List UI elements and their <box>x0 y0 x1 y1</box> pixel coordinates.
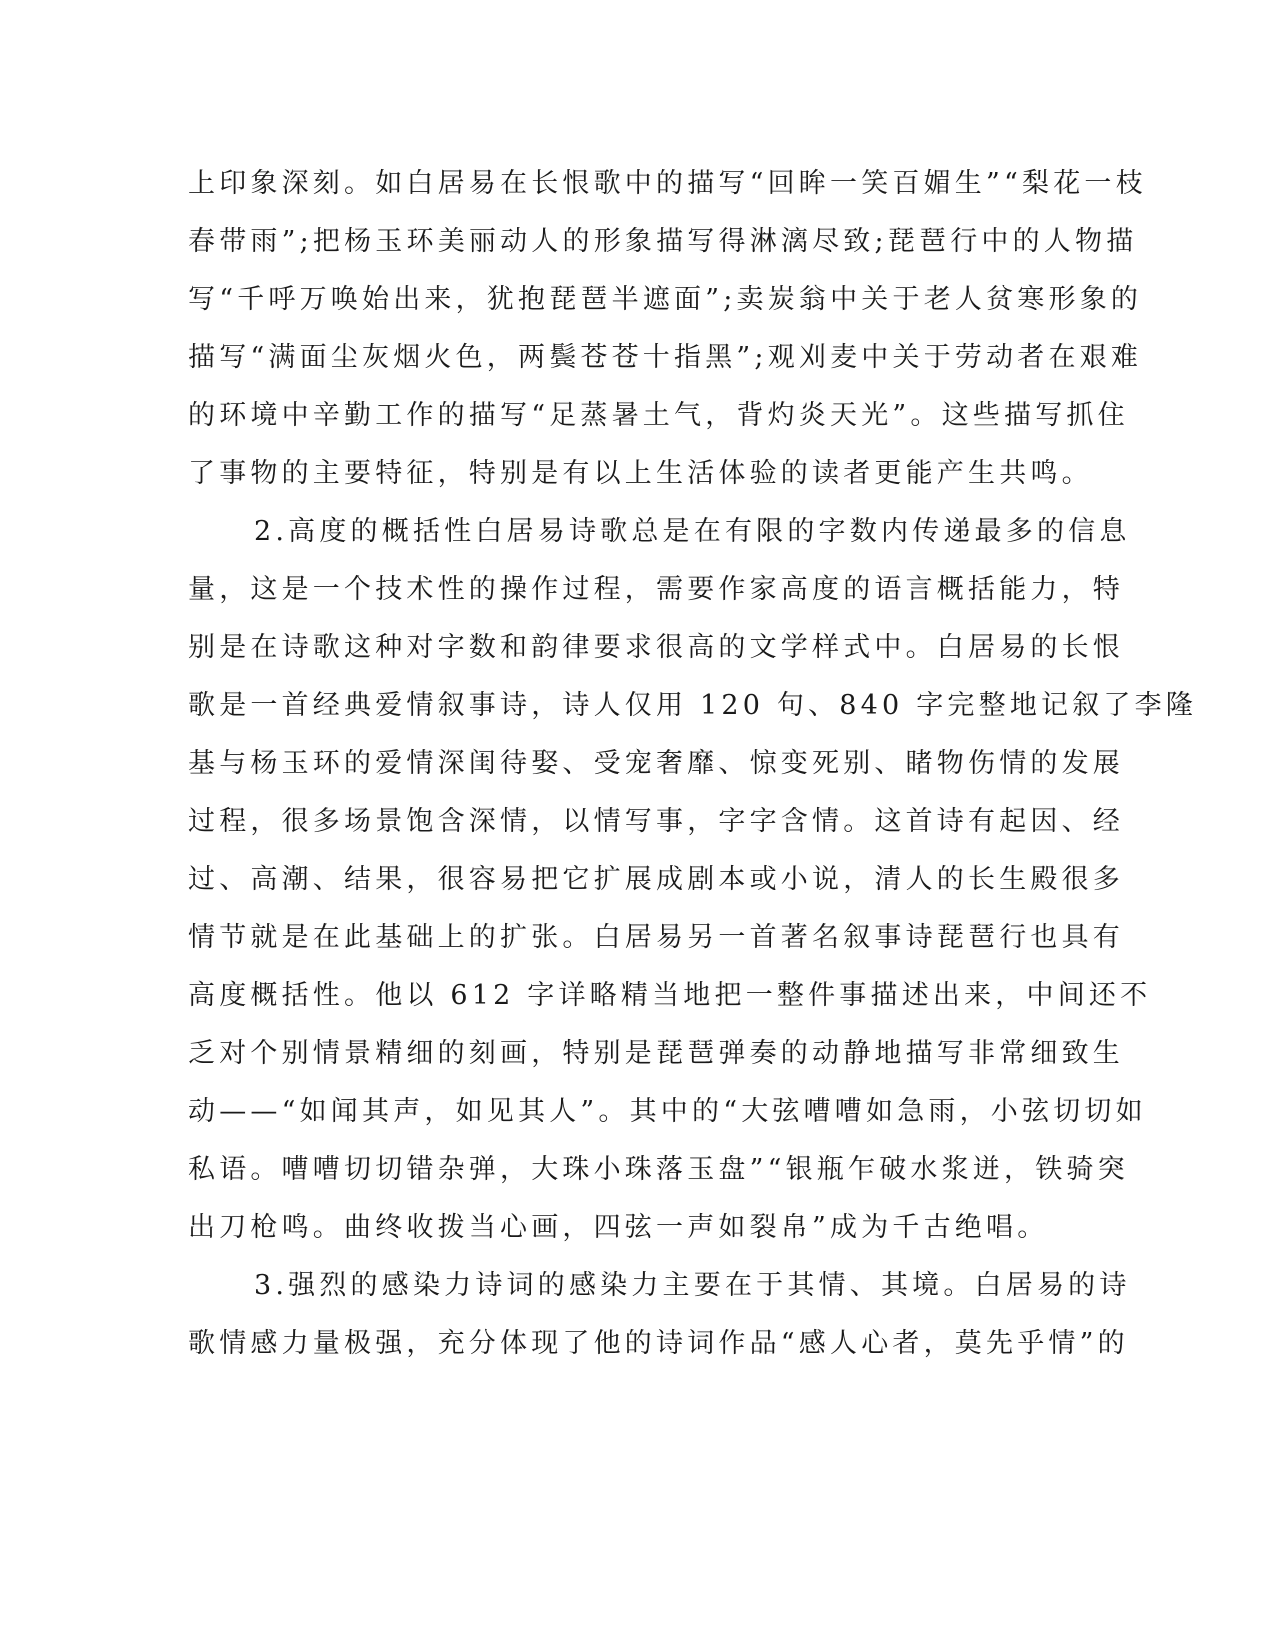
text-line: 的环境中辛勤工作的描写“足蒸暑土气，背灼炎天光”。这些描写抓住 <box>188 400 1129 431</box>
text-line: 歌是一首经典爱情叙事诗，诗人仅用 120 句、840 字完整地记叙了李隆 <box>188 690 1198 721</box>
text-line: 写“千呼万唤始出来，犹抱琵琶半遮面”;卖炭翁中关于老人贫寒形象的 <box>188 284 1143 315</box>
text-line: 描写“满面尘灰烟火色，两鬓苍苍十指黑”;观刈麦中关于劳动者在艰难 <box>188 342 1143 373</box>
text-line: 情节就是在此基础上的扩张。白居易另一首著名叙事诗琵琶行也具有 <box>188 922 1124 953</box>
text-line: 高度概括性。他以 612 字详略精当地把一整件事描述出来，中间还不 <box>188 980 1152 1011</box>
text-line: 别是在诗歌这种对字数和韵律要求很高的文学样式中。白居易的长恨 <box>188 632 1124 663</box>
text-line: 春带雨”;把杨玉环美丽动人的形象描写得淋漓尽致;琵琶行中的人物描 <box>188 226 1138 257</box>
section-2-heading-line: 2.高度的概括性白居易诗歌总是在有限的字数内传递最多的信息 <box>254 516 1131 547</box>
text-line: 过、高潮、结果，很容易把它扩展成剧本或小说，清人的长生殿很多 <box>188 864 1124 895</box>
text-line: 歌情感力量极强，充分体现了他的诗词作品“感人心者，莫先乎情”的 <box>188 1328 1129 1359</box>
text-line: 动——“如闻其声，如见其人”。其中的“大弦嘈嘈如急雨，小弦切切如 <box>188 1096 1147 1127</box>
section-3-heading-line: 3.强烈的感染力诗词的感染力主要在于其情、其境。白居易的诗 <box>254 1270 1131 1301</box>
text-line: 过程，很多场景饱含深情，以情写事，字字含情。这首诗有起因、经 <box>188 806 1124 837</box>
text-line: 乏对个别情景精细的刻画，特别是琵琶弹奏的动静地描写非常细致生 <box>188 1038 1124 1069</box>
text-line: 上印象深刻。如白居易在长恨歌中的描写“回眸一笑百媚生”“梨花一枝 <box>188 168 1147 199</box>
text-line: 基与杨玉环的爱情深闺待娶、受宠奢靡、惊变死别、睹物伤情的发展 <box>188 748 1124 779</box>
text-line: 出刀枪鸣。曲终收拨当心画，四弦一声如裂帛”成为千古绝唱。 <box>188 1212 1049 1243</box>
text-line: 了事物的主要特征，特别是有以上生活体验的读者更能产生共鸣。 <box>188 458 1093 489</box>
text-line: 私语。嘈嘈切切错杂弹，大珠小珠落玉盘”“银瓶乍破水浆迸，铁骑突 <box>188 1154 1129 1185</box>
text-line: 量，这是一个技术性的操作过程，需要作家高度的语言概括能力，特 <box>188 574 1124 605</box>
